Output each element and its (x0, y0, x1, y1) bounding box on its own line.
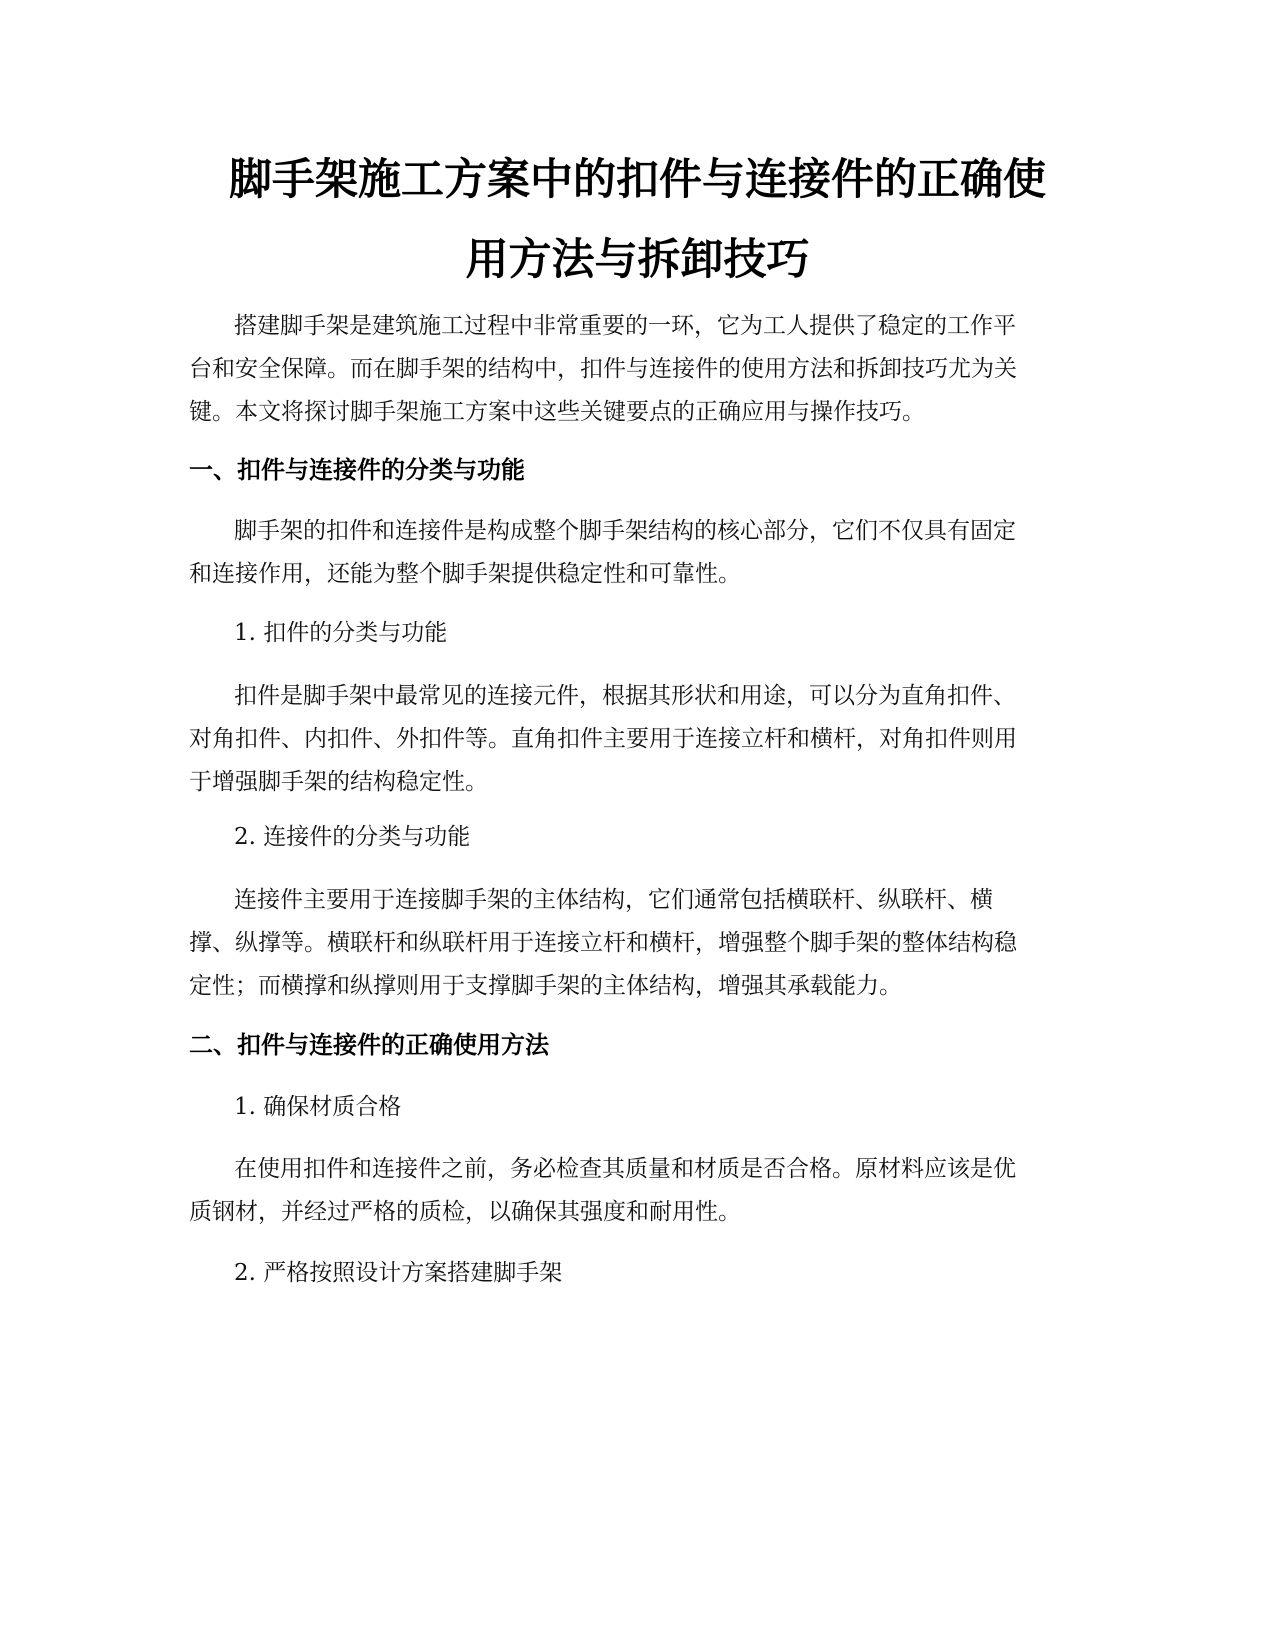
section-1-paragraph (189, 510, 1086, 596)
intro-line-3: 键。本文将探讨脚手架施工方案中这些关键要点的正确应用与操作技巧。 (189, 399, 925, 425)
intro-line-2: 台和安全保障。而在脚手架的结构中，扣件与连接件的使用方法和拆卸技巧尤为关 (189, 356, 1017, 382)
section-1-item-1-line-2: 对角扣件、内扣件、外扣件等。直角扣件主要用于连接立杆和横杆，对角扣件则用 (189, 726, 1017, 752)
section-2-item-2-heading: 2. 严格按照设计方案搭建脚手架 (234, 1260, 563, 1286)
section-2-heading: 二、扣件与连接件的正确使用方法 (189, 1031, 549, 1059)
title-line-2: 用方法与拆卸技巧 (465, 235, 810, 285)
document-title (189, 140, 1086, 300)
section-1-item-2-paragraph (189, 879, 1086, 1008)
section-2-item-1-line-1: 在使用扣件和连接件之前，务必检查其质量和材质是否合格。原材料应该是优 (234, 1156, 1016, 1182)
intro-paragraph (189, 305, 1086, 434)
section-2-item-1-line-2: 质钢材，并经过严格的质检，以确保其强度和耐用性。 (189, 1199, 741, 1225)
section-1-item-2-heading: 2. 连接件的分类与功能 (234, 824, 471, 850)
intro-line-1: 搭建脚手架是建筑施工过程中非常重要的一环，它为工人提供了稳定的工作平 (234, 313, 1016, 339)
section-1-item-2-line-2: 撑、纵撑等。横联杆和纵联杆用于连接立杆和横杆，增强整个脚手架的整体结构稳 (189, 930, 1017, 956)
section-1-item-1-line-3: 于增强脚手架的结构稳定性。 (189, 769, 488, 795)
section-2-item-1-heading: 1. 确保材质合格 (234, 1094, 402, 1120)
section-1-item-1-paragraph (189, 675, 1086, 804)
section-1-item-2-line-3: 定性；而横撑和纵撑则用于支撑脚手架的主体结构，增强其承载能力。 (189, 973, 902, 999)
section-1-item-2-line-1: 连接件主要用于连接脚手架的主体结构，它们通常包括横联杆、纵联杆、横 (234, 887, 993, 913)
section-1-heading: 一、扣件与连接件的分类与功能 (189, 456, 525, 484)
section-1-item-1-heading: 1. 扣件的分类与功能 (234, 620, 448, 646)
section-1-line-1: 脚手架的扣件和连接件是构成整个脚手架结构的核心部分，它们不仅具有固定 (234, 518, 1016, 544)
section-1-line-2: 和连接作用，还能为整个脚手架提供稳定性和可靠性。 (189, 561, 741, 587)
section-1-item-1-line-1: 扣件是脚手架中最常见的连接元件，根据其形状和用途，可以分为直角扣件、 (234, 683, 1016, 709)
section-2-item-1-paragraph (189, 1148, 1086, 1234)
title-line-1: 脚手架施工方案中的扣件与连接件的正确使 (229, 155, 1046, 205)
